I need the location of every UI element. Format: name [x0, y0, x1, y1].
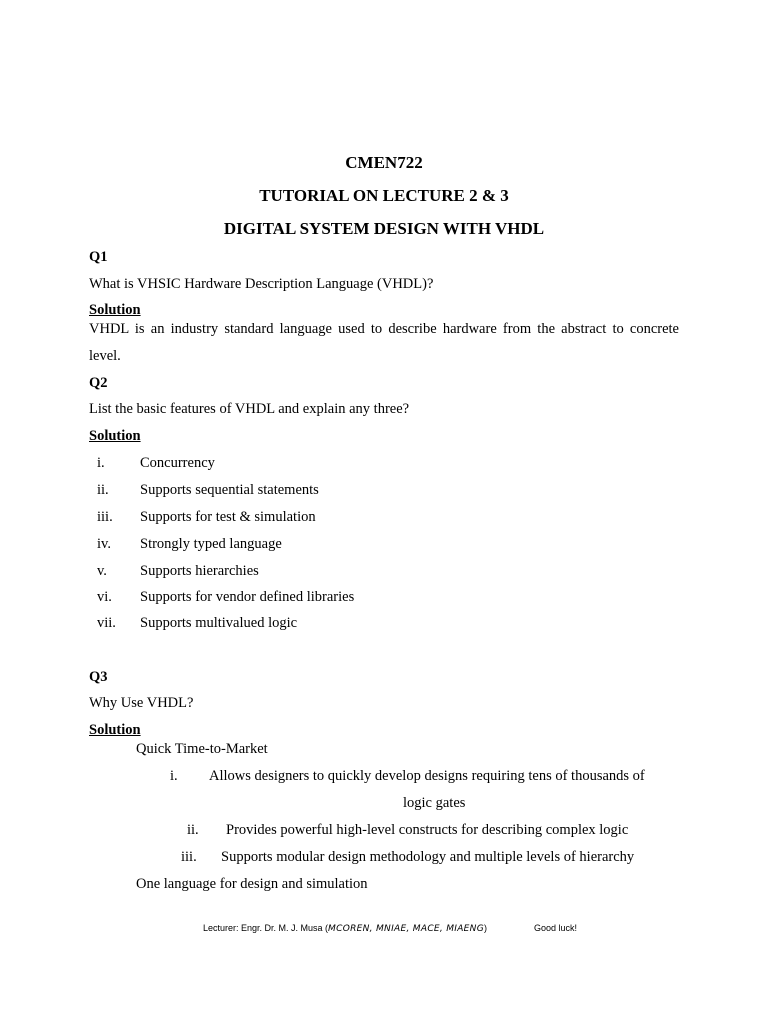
- list-item-continuation: logic gates: [403, 795, 466, 811]
- q2-solution-label: Solution: [89, 428, 141, 444]
- list-item-number: iv.: [97, 536, 111, 552]
- q3-question: Why Use VHDL?: [89, 695, 194, 711]
- list-item-number: ii.: [97, 482, 109, 498]
- footer-closing: Good luck!: [534, 923, 578, 933]
- course-code: CMEN722: [345, 153, 423, 172]
- q2-label: Q2: [89, 375, 108, 391]
- list-item-number: v.: [97, 563, 107, 579]
- q1-answer-line1: VHDL is an industry standard language used to describe hardware from the abstract to concrete: [89, 321, 679, 337]
- list-item: Supports modular design methodology and multiple levels of hierarchy: [221, 849, 635, 865]
- q3-label: Q3: [89, 669, 108, 685]
- list-item-number: iii.: [181, 849, 197, 865]
- footer-lecturer-suffix: ): [483, 923, 487, 933]
- list-item: Allows designers to quickly develop designs requiring tens of thousands of: [209, 768, 645, 784]
- footer-credentials: MCOREN, MNIAE, MACE, MIAENG: [328, 924, 484, 934]
- list-item: Strongly typed language: [140, 536, 282, 552]
- list-item-number: vi.: [97, 589, 112, 605]
- list-item: Supports for test & simulation: [140, 509, 316, 525]
- q3-subheading-one-language: One language for design and simulation: [136, 876, 368, 892]
- q3-solution-label: Solution: [89, 722, 141, 738]
- list-item-number: vii.: [97, 615, 116, 631]
- footer-lecturer: [203, 922, 487, 935]
- list-item: Concurrency: [140, 455, 215, 471]
- tutorial-title: TUTORIAL ON LECTURE 2 & 3: [259, 186, 509, 205]
- list-item-number: iii.: [97, 509, 113, 525]
- q1-label: Q1: [89, 249, 108, 265]
- list-item-number: ii.: [187, 822, 199, 838]
- list-item-number: i.: [170, 768, 178, 784]
- list-item-number: i.: [97, 455, 105, 471]
- q3-subheading-time-to-market: Quick Time-to-Market: [136, 741, 268, 757]
- q2-question: List the basic features of VHDL and explain any three?: [89, 401, 410, 417]
- q1-solution-label: Solution: [89, 302, 141, 318]
- subject-title: DIGITAL SYSTEM DESIGN WITH VHDL: [223, 219, 545, 238]
- list-item: Supports for vendor defined libraries: [140, 589, 355, 605]
- footer-lecturer-prefix: Lecturer: Engr. Dr. M. J. Musa (: [203, 923, 329, 933]
- list-item: Supports hierarchies: [140, 563, 259, 579]
- list-item: Supports multivalued logic: [140, 615, 298, 631]
- list-item: Supports sequential statements: [140, 482, 319, 498]
- q1-question: What is VHSIC Hardware Description Language (VHDL)?: [89, 276, 434, 292]
- list-item: Provides powerful high-level constructs for describing complex logic: [226, 822, 629, 838]
- q1-answer-line2: level.: [89, 348, 121, 364]
